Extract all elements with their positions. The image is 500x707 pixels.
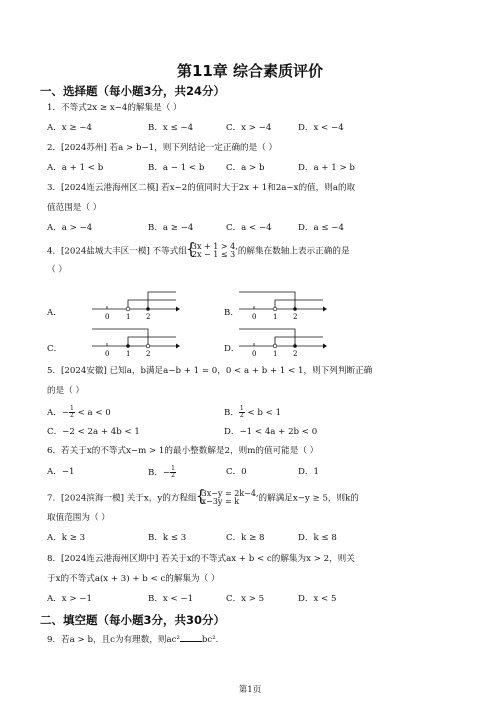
question-8-option-a[interactable]: A．x > −1 [47,594,92,604]
section-heading-fill-in: 二、填空题（每小题3分，共30分） [40,613,226,627]
tick-label-0: 0 [105,350,110,358]
section-heading-choice: 一、选择题（每小题3分，共24分） [40,84,226,98]
question-5-option-a[interactable] [47,406,111,419]
question-4-stem-post: 的解集在数轴上表示正确的是 [237,246,350,257]
number-line-option-c[interactable] [90,324,180,358]
question-4-paren: （ ） [47,265,67,275]
question-6-option-a[interactable]: A．−1 [47,467,75,477]
question-3-stem: 3．[2024连云港海州区二模] 若x−2的值同时大于2x + 1和2a−x的值，则a的取 [47,183,356,193]
question-2-option-a[interactable]: A．a + 1 < b [47,163,104,173]
question-2-stem: 2．[2024苏州] 若a > b−1，则下列结论一定正确的是（ ） [47,143,278,153]
question-4-option-d[interactable]: D． [224,344,240,354]
page-number: 第1页 [238,685,262,695]
question-9-stem-post: bc². [201,635,219,645]
question-3-option-b[interactable]: B．a ≥ −4 [148,223,194,233]
question-4-inequality-system [187,243,238,259]
question-6-stem: 6．若关于x的不等式x−m > 1的最小整数解是2，则m的值可能是（ ） [47,446,319,456]
fraction-denominator: 2 [239,412,244,419]
tick-label-2: 2 [146,350,151,358]
question-5-option-b-prefix: B． [224,408,239,418]
number-line-option-d[interactable] [237,324,327,358]
question-1-option-b[interactable]: B．x ≤ −4 [148,123,194,133]
tick-label-0: 0 [252,313,257,321]
question-1-stem: 1．不等式2x ≥ x−4的解集是（ ） [47,103,182,113]
question-8-option-d[interactable]: D．x < 5 [298,594,337,604]
question-2-option-d[interactable]: D．a + 1 > b [298,163,355,173]
question-7-option-b[interactable]: B．k ≤ 3 [148,533,187,543]
question-4-stem [47,243,350,259]
tick-label-1: 1 [126,350,131,358]
question-5-option-b-suffix: < b < 1 [244,408,282,418]
question-3-option-a[interactable]: A．a > −4 [47,223,93,233]
question-2-option-c[interactable]: C．a > b [226,163,265,173]
fraction-denominator: 2 [171,472,175,479]
tick-label-1: 1 [273,313,278,321]
tick-label-0: 0 [105,313,110,321]
question-5-option-a-suffix: < a < 0 [74,408,111,418]
question-7-option-c[interactable]: C．k ≥ 8 [226,533,265,543]
question-7-equation-system [197,490,259,506]
question-4-option-a[interactable]: A． [47,308,62,318]
question-8-stem-cont: 于x的不等式a(x + 3) + b < c的解集为（ ） [47,574,220,584]
tick-label-1: 1 [126,313,131,321]
question-6-option-b[interactable] [148,466,176,479]
question-7-system-line-1: { 3x−y = 2k−4, [201,489,259,498]
question-3-stem-cont: 值范围是（ ） [47,203,102,213]
question-9-stem-pre: 9．若a > b，且c为有理数，则ac² [47,635,180,645]
question-7-option-a[interactable]: A．k ≥ 3 [47,533,86,543]
question-1-option-d[interactable]: D．x < −4 [298,123,344,133]
fraction-numerator: 1 [70,405,74,412]
question-3-option-c[interactable]: C．a < −4 [226,223,272,233]
question-8-stem: 8．[2024连云港海州区期中] 若关于x的不等式ax + b < c的解集为x > 2，则关 [47,554,355,564]
question-7-stem-cont: 取值范围为（ ） [47,513,110,523]
question-4-system-line-1: { 3x + 1 > 4, [191,242,238,251]
page-title: 第11章 综合素质评价 [176,62,324,80]
question-4-option-c[interactable]: C． [47,344,63,354]
question-2-option-b[interactable]: B．a − 1 < b [148,163,205,173]
question-4-option-b[interactable]: B． [224,308,239,318]
tick-label-2: 2 [146,313,151,321]
question-4-system-line-2: 2x − 1 ≤ 3 [191,250,236,259]
answer-blank[interactable] [180,633,202,642]
fraction-denominator: 2 [70,412,74,419]
tick-label-2: 2 [293,350,298,358]
question-5-stem: 5．[2024安徽] 已知a，b满足a−b + 1 = 0，0 < a + b + 1 < 1，则下列判断正确 [47,366,373,376]
question-6-option-d[interactable]: D．1 [298,467,319,477]
question-1-option-a[interactable]: A．x ≥ −4 [47,123,92,133]
question-1-option-c[interactable]: C．x > −4 [226,123,272,133]
question-7-system-line-2: x−3y = k [201,497,240,506]
question-4-stem-pre: 4．[2024盐城大丰区一模] 不等式组 [47,246,187,257]
fraction-one-half [170,466,176,479]
question-7-stem [47,490,359,506]
tick-label-2: 2 [293,313,298,321]
question-3-option-d[interactable]: D．a ≤ −4 [298,223,344,233]
fraction-numerator: 1 [239,405,244,412]
question-7-stem-post: 的解满足x−y ≥ 5，则k的 [258,493,359,504]
question-5-option-d[interactable]: D．−1 < 4a + 2b < 0 [224,427,318,437]
fraction-numerator: 1 [171,465,175,472]
question-8-option-b[interactable]: B．x < −1 [148,594,194,604]
question-5-option-a-prefix: A．− [47,408,70,418]
question-7-stem-pre: 7．[2024滨海一模] 关于x，y的方程组 [47,493,197,504]
tick-label-1: 1 [273,350,278,358]
question-5-stem-cont: 的是（ ） [47,386,85,396]
number-line-option-a[interactable] [90,287,180,321]
tick-label-0: 0 [252,350,257,358]
question-7-option-d[interactable]: D．k ≤ 8 [298,533,337,543]
question-6-option-c[interactable]: C．0 [226,467,247,477]
question-8-option-c[interactable]: C．x > 5 [226,594,265,604]
question-5-option-b[interactable] [224,406,281,419]
question-9-stem [47,633,218,646]
question-5-option-c[interactable]: C．−2 < 2a + 4b < 1 [47,427,140,437]
question-6-option-b-prefix: B．− [148,468,171,478]
number-line-option-b[interactable] [237,287,327,321]
